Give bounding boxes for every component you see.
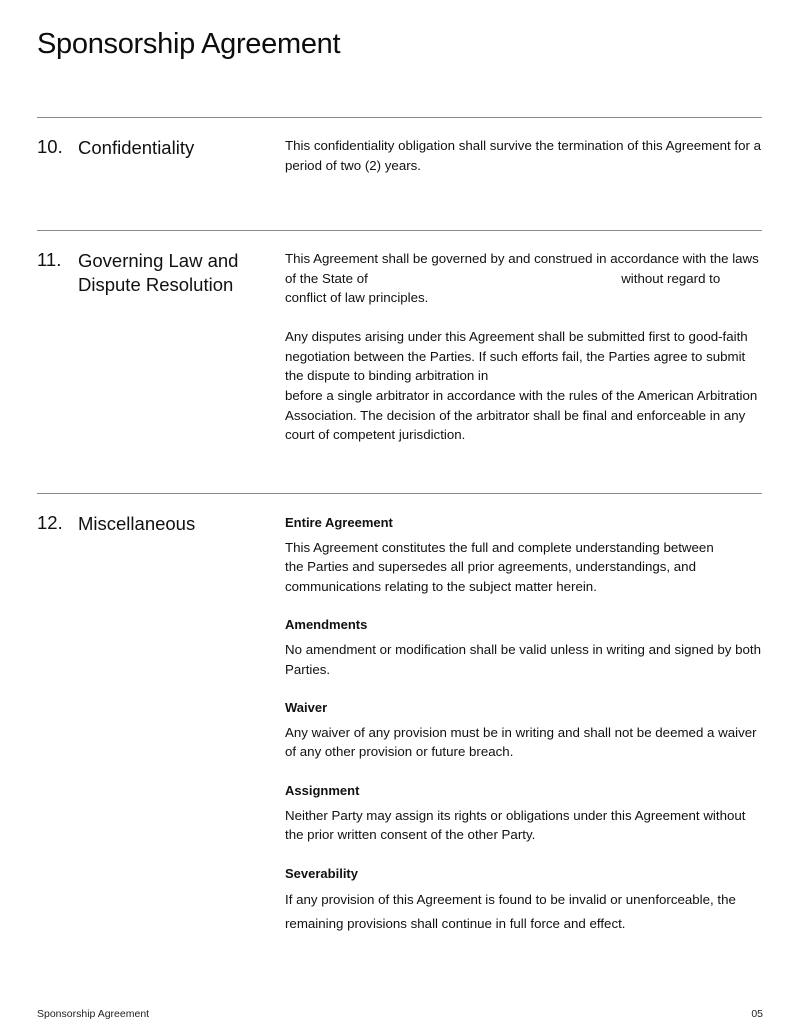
section-body (285, 513, 765, 936)
state-blank-field[interactable] (372, 271, 618, 283)
section-title: Governing Law and Dispute Resolution (78, 250, 239, 295)
section-divider (37, 493, 762, 494)
text-line: This Agreement constitutes the full and complete understanding between (285, 539, 714, 555)
subsection-heading: Severability (285, 865, 358, 881)
subsection-text: Any waiver of any provision must be in writing and shall not be deemed a waiver of any other provision or future breach. (285, 724, 757, 760)
subsection-heading: Waiver (285, 700, 328, 716)
section-title: Miscellaneous (78, 513, 196, 534)
paragraph-text: This Agreement shall be governed by and construed in accordance with the laws of the State of (285, 251, 759, 286)
subsection-text: No amendment or modification shall be valid unless in writing and signed by both Parties. (285, 641, 762, 677)
subsection-heading: Assignment (285, 782, 360, 798)
paragraph-text: before a single arbitrator in accordance with the rules of the American Arbitration Association. The decision of the arbitrator shall be final and enforceable in any court of competent jurisdiction. (285, 388, 758, 443)
paragraph: This confidentiality obligation shall survive the termination of this Agreement for a period of two (2) years. (285, 138, 761, 173)
section-body (285, 249, 765, 445)
subsection-assignment (285, 781, 765, 845)
paragraph-text: Any disputes arising under this Agreement shall be submitted first to good-faith negotiation between the Parties. If such efforts fail, the Parties agree to submit the dispute to binding arbitration in (285, 329, 748, 384)
subsection-severability (285, 864, 765, 937)
section-number: 11. (37, 249, 62, 270)
paragraph-text: without regard to conflict of law principles. (285, 270, 721, 306)
governing-law-paragraph (285, 249, 765, 308)
subsection-text: If any provision of this Agreement is found to be invalid or unenforceable, the remaining provisions shall continue in full force and effect. (285, 892, 736, 932)
subsection-waiver (285, 698, 765, 762)
document-title: Sponsorship Agreement (37, 28, 341, 60)
section-title: Confidentiality (78, 137, 195, 158)
subsection-amendments (285, 615, 765, 679)
section-divider (37, 117, 762, 118)
section-divider (37, 230, 762, 231)
subsection-entire-agreement (285, 513, 765, 596)
subsection-heading: Entire Agreement (285, 515, 393, 530)
section-number: 12. (37, 512, 63, 533)
section-number: 10. (37, 136, 63, 157)
subsection-text: Neither Party may assign its rights or obligations under this Agreement without the prior written consent of the other Party. (285, 807, 746, 843)
subsection-text (285, 538, 765, 597)
section-body (285, 136, 765, 175)
dispute-paragraph (285, 327, 765, 445)
footer-document-name: Sponsorship Agreement (37, 1008, 150, 1020)
subsection-heading: Amendments (285, 617, 368, 633)
footer-page-number: 05 (751, 1008, 763, 1020)
text-line: the Parties and supersedes all prior agreements, understandings, and communications relating to the subject matter herein. (285, 559, 696, 594)
